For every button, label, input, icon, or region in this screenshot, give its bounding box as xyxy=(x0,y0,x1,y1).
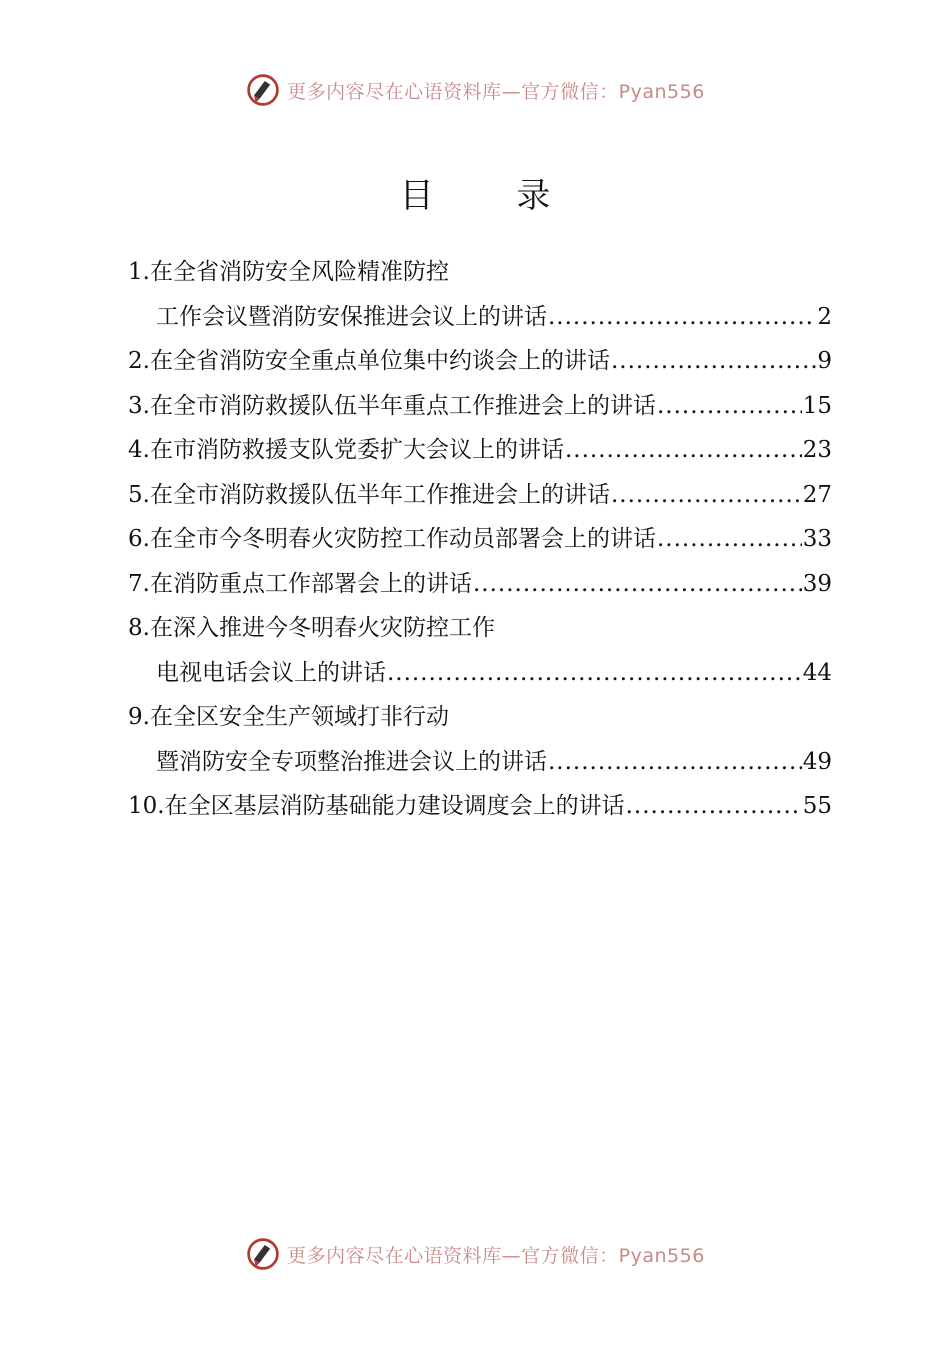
toc-page-number: 39 xyxy=(802,570,832,597)
toc-entry[interactable] xyxy=(128,695,832,740)
toc-page-number: 49 xyxy=(802,748,832,775)
toc-entry[interactable] xyxy=(128,250,832,295)
page-title: 目 录 xyxy=(399,176,587,216)
toc-leader-dots xyxy=(626,784,802,829)
toc-leader-dots xyxy=(548,740,802,785)
toc-entry[interactable] xyxy=(128,428,832,473)
toc-entry[interactable] xyxy=(128,784,832,829)
toc-leader-dots xyxy=(657,384,802,429)
toc-entry-title: 4.在市消防救援支队党委扩大会议上的讲话 xyxy=(128,437,564,463)
logo-icon xyxy=(245,1236,281,1272)
toc-entry-title: 2.在全省消防安全重点单位集中约谈会上的讲话 xyxy=(128,348,610,374)
toc-entry[interactable] xyxy=(128,562,832,607)
toc-entry-title: 7.在消防重点工作部署会上的讲话 xyxy=(128,570,472,597)
toc-page-number: 44 xyxy=(802,659,832,686)
toc-entry[interactable] xyxy=(128,384,832,429)
toc-page-number: 9 xyxy=(817,348,832,374)
toc-leader-dots xyxy=(611,473,802,518)
toc-page-number: 27 xyxy=(802,481,832,508)
toc-leader-dots xyxy=(565,428,802,473)
toc-entry[interactable] xyxy=(128,295,832,340)
toc-entry[interactable] xyxy=(128,339,832,384)
toc-entry-title: 1.在全省消防安全风险精准防控 xyxy=(128,259,449,285)
toc-entry-title: 工作会议暨消防安保推进会议上的讲话 xyxy=(156,303,547,330)
toc-page-number: 55 xyxy=(802,793,832,819)
toc-entry[interactable] xyxy=(128,473,832,518)
toc-leader-dots xyxy=(611,339,816,384)
toc-entry[interactable] xyxy=(128,517,832,562)
toc-entry-title: 5.在全市消防救援队伍半年工作推进会上的讲话 xyxy=(128,481,610,508)
toc-entry-title: 暨消防安全专项整治推进会议上的讲话 xyxy=(156,748,547,775)
header-watermark xyxy=(0,72,950,108)
toc-entry-title: 电视电话会议上的讲话 xyxy=(156,659,386,686)
watermark-text: 更多内容尽在心语资料库—官方微信：Pyan556 xyxy=(287,1244,705,1267)
toc-page-number: 2 xyxy=(817,303,832,330)
toc-entry-title: 8.在深入推进今冬明春火灾防控工作 xyxy=(128,615,495,641)
footer-watermark xyxy=(0,1236,950,1272)
toc-entry[interactable] xyxy=(128,606,832,651)
logo-icon xyxy=(245,72,281,108)
toc-entry-title: 3.在全市消防救援队伍半年重点工作推进会上的讲话 xyxy=(128,392,656,419)
toc-leader-dots xyxy=(473,562,802,607)
toc-page-number: 15 xyxy=(802,392,832,419)
toc-entry-title: 6.在全市今冬明春火灾防控工作动员部署会上的讲话 xyxy=(128,526,656,552)
toc-page-number: 23 xyxy=(802,437,832,463)
toc-leader-dots xyxy=(657,517,802,562)
toc-entry[interactable] xyxy=(128,740,832,785)
toc-entry[interactable] xyxy=(128,651,832,696)
toc-leader-dots xyxy=(387,651,802,696)
toc-entry-title: 10.在全区基层消防基础能力建设调度会上的讲话 xyxy=(128,793,625,819)
table-of-contents xyxy=(128,250,832,829)
toc-page-number: 33 xyxy=(802,526,832,552)
toc-entry-title: 9.在全区安全生产领域打非行动 xyxy=(128,704,449,730)
toc-leader-dots xyxy=(548,295,816,340)
watermark-text: 更多内容尽在心语资料库—官方微信：Pyan556 xyxy=(287,80,705,103)
